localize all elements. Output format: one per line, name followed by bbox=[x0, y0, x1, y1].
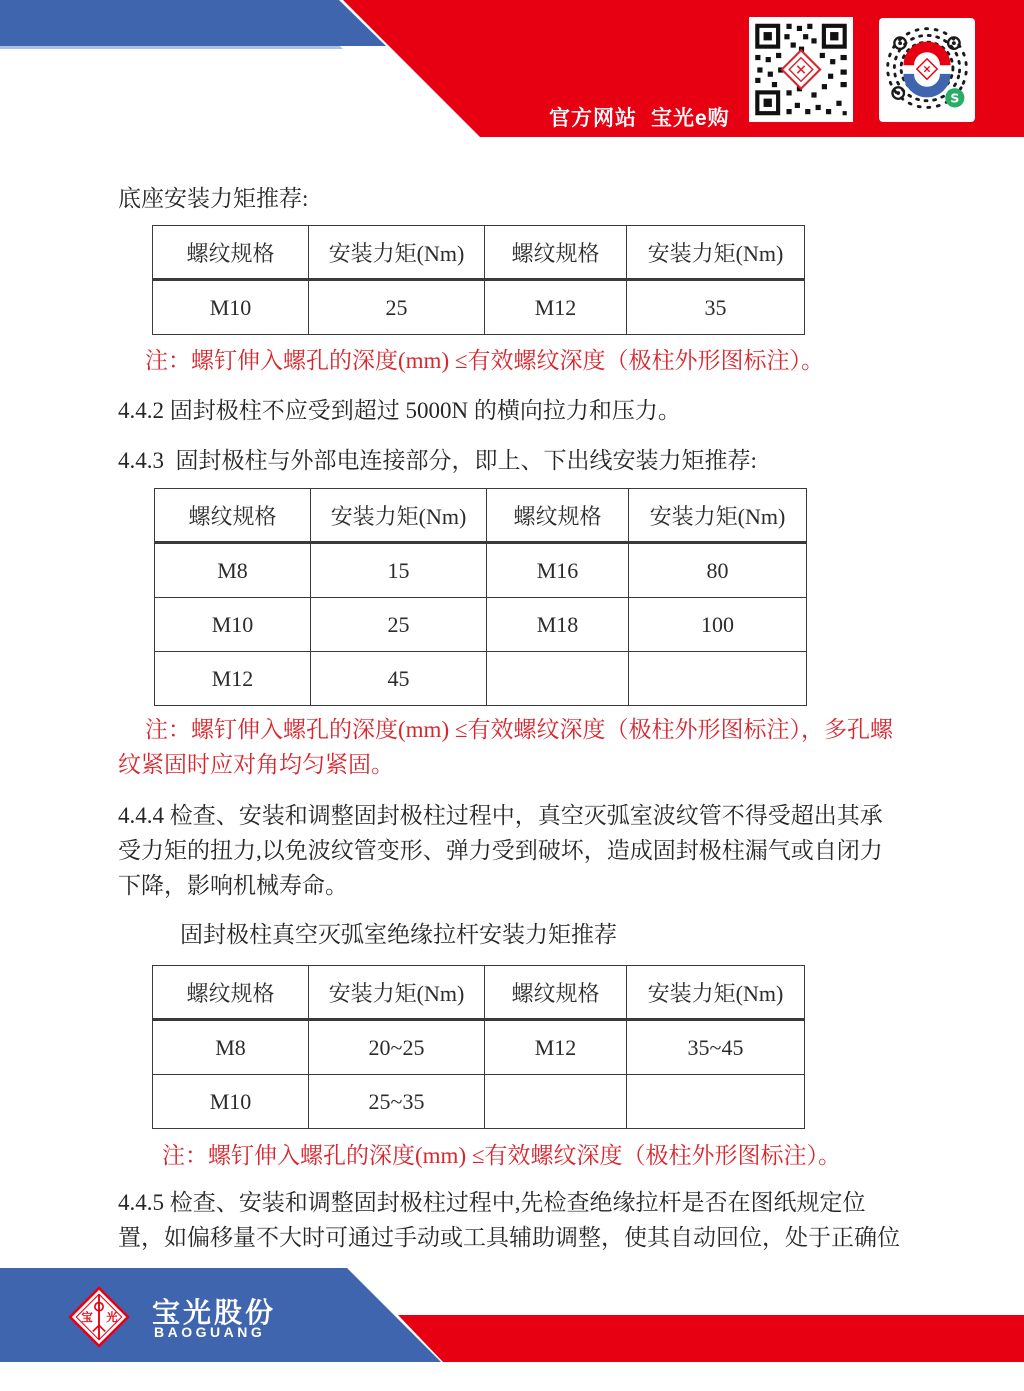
table-header-cell: 螺纹规格 bbox=[153, 226, 309, 280]
note-base-torque: 注：螺钉伸入螺孔的深度(mm) ≤有效螺纹深度（极柱外形图标注）。 bbox=[145, 348, 824, 373]
table-cell bbox=[629, 652, 807, 706]
table-header-cell: 螺纹规格 bbox=[487, 489, 629, 543]
torque-table-base bbox=[152, 225, 805, 335]
table-cell: M12 bbox=[485, 280, 627, 335]
table-cell: 25~35 bbox=[309, 1075, 485, 1129]
table-cell: M12 bbox=[155, 652, 311, 706]
table-cell: M12 bbox=[485, 1020, 627, 1075]
svg-text:宝: 宝 bbox=[81, 1312, 93, 1325]
torque-table-terminal bbox=[154, 488, 807, 706]
section-4-4-5-line2: 置，如偏移量不大时可通过手动或工具辅助调整，使其自动回位，处于正确位 bbox=[118, 1225, 900, 1250]
table-cell: M16 bbox=[487, 543, 629, 598]
table-cell: M10 bbox=[153, 1075, 309, 1129]
footer-company-name-en: BAOGUANG bbox=[154, 1324, 266, 1340]
table-header-cell: 安装力矩(Nm) bbox=[629, 489, 807, 543]
table-cell: 35 bbox=[627, 280, 805, 335]
section-4-4-4-line3: 下降，影响机械寿命。 bbox=[118, 873, 348, 898]
table-cell bbox=[627, 1075, 805, 1129]
table-cell: 80 bbox=[629, 543, 807, 598]
section-4-4-5-line1: 4.4.5 检查、安装和调整固封极柱过程中,先检查绝缘拉杆是否在图纸规定位 bbox=[118, 1190, 866, 1215]
table-header-cell: 安装力矩(Nm) bbox=[627, 966, 805, 1020]
wechat-s-icon bbox=[945, 88, 964, 107]
section-4-4-4-line1: 4.4.4 检查、安装和调整固封极柱过程中，真空灭弧室波纹管不得受超出其承 bbox=[118, 803, 883, 828]
table-header-cell: 安装力矩(Nm) bbox=[309, 226, 485, 280]
svg-text:S: S bbox=[950, 90, 960, 106]
note-terminal-torque-line2: 纹紧固时应对角均匀紧固。 bbox=[118, 752, 394, 777]
table-header-cell: 螺纹规格 bbox=[155, 489, 311, 543]
table-cell: 25 bbox=[311, 598, 487, 652]
table-row bbox=[153, 1020, 805, 1075]
svg-text:光: 光 bbox=[106, 1312, 118, 1325]
section-4-4-4-line2: 受力矩的扭力,以免波纹管变形、弹力受到破坏，造成固封极柱漏气或自闭力 bbox=[118, 838, 883, 863]
note-rod-torque: 注：螺钉伸入螺孔的深度(mm) ≤有效螺纹深度（极柱外形图标注）。 bbox=[162, 1143, 841, 1168]
table-cell: 15 bbox=[311, 543, 487, 598]
table-cell bbox=[485, 1075, 627, 1129]
table-cell: 20~25 bbox=[309, 1020, 485, 1075]
qr-code-icon bbox=[749, 17, 853, 122]
header-blue-band bbox=[0, 0, 390, 46]
table-row bbox=[155, 543, 807, 598]
table-cell: 35~45 bbox=[627, 1020, 805, 1075]
table-cell: 25 bbox=[309, 280, 485, 335]
table-header-cell: 安装力矩(Nm) bbox=[627, 226, 805, 280]
section-4-4-2: 4.4.2 固封极柱不应受到超过 5000N 的横向拉力和压力。 bbox=[118, 398, 681, 423]
header-website-label: 官方网站 bbox=[549, 107, 637, 130]
table-cell: M8 bbox=[155, 543, 311, 598]
table-cell: M10 bbox=[155, 598, 311, 652]
table-row bbox=[153, 1075, 805, 1129]
torque-table-rod bbox=[152, 965, 805, 1129]
table-cell: M10 bbox=[153, 280, 309, 335]
mini-program-code-icon bbox=[879, 18, 975, 122]
baoguang-diamond-logo-icon bbox=[68, 1286, 130, 1348]
table-cell: 45 bbox=[311, 652, 487, 706]
table-row bbox=[155, 652, 807, 706]
base-torque-title: 底座安装力矩推荐: bbox=[118, 186, 309, 211]
table-cell: 100 bbox=[629, 598, 807, 652]
table-header-cell: 螺纹规格 bbox=[153, 966, 309, 1020]
table-cell bbox=[487, 652, 629, 706]
table-header-cell: 螺纹规格 bbox=[485, 226, 627, 280]
footer-company-name-cn: 宝光股份 bbox=[152, 1297, 277, 1328]
table-header-cell: 安装力矩(Nm) bbox=[311, 489, 487, 543]
table-cell: M18 bbox=[487, 598, 629, 652]
section-4-4-3: 4.4.3 固封极柱与外部电连接部分，即上、下出线安装力矩推荐: bbox=[118, 448, 757, 473]
table-header-cell: 安装力矩(Nm) bbox=[309, 966, 485, 1020]
table-header-cell: 螺纹规格 bbox=[485, 966, 627, 1020]
header-shop-label: 宝光e购 bbox=[651, 107, 730, 130]
table-row bbox=[153, 280, 805, 335]
header-blue-underline bbox=[0, 46, 372, 49]
table-row bbox=[155, 598, 807, 652]
note-terminal-torque-line1: 注：螺钉伸入螺孔的深度(mm) ≤有效螺纹深度（极柱外形图标注），多孔螺 bbox=[145, 717, 893, 742]
rod-table-caption: 固封极柱真空灭弧室绝缘拉杆安装力矩推荐 bbox=[180, 922, 617, 947]
table-cell: M8 bbox=[153, 1020, 309, 1075]
